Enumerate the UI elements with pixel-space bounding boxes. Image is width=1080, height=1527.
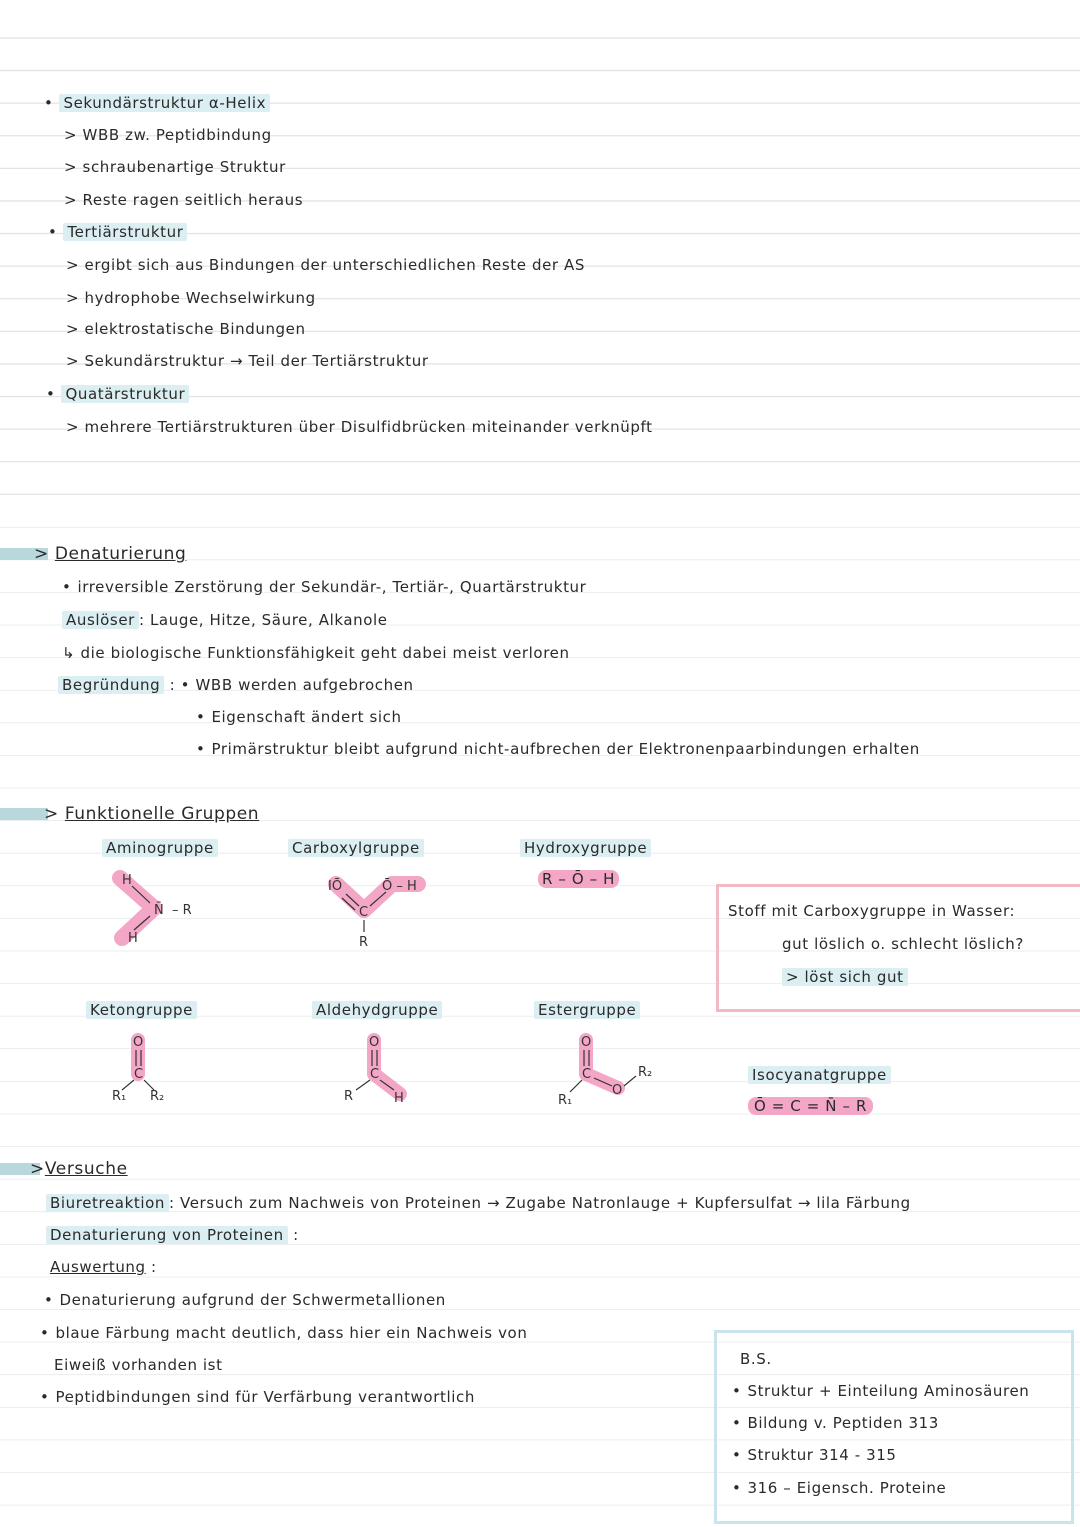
bs-item: • Struktur 314 - 315 <box>732 1446 897 1464</box>
svg-text:R₂: R₂ <box>150 1089 165 1104</box>
svg-text:R₂: R₂ <box>638 1065 653 1080</box>
bs-item: • Bildung v. Peptiden 313 <box>732 1414 939 1432</box>
aldehyde-label: Aldehydgruppe <box>312 1001 442 1019</box>
bs-item: • Struktur + Einteilung Aminosäuren <box>732 1382 1029 1400</box>
ester-label: Estergruppe <box>534 1001 640 1019</box>
list-item: > hydrophobe Wechselwirkung <box>66 289 316 307</box>
reason-line: Begründung : • WBB werden aufgebrochen <box>58 676 414 694</box>
bs-item: • 316 – Eigensch. Proteine <box>732 1479 946 1497</box>
carboxyl-structure <box>326 872 446 952</box>
tertiary-structure-title: • Tertiärstruktur <box>48 223 187 241</box>
list-item: > ergibt sich aus Bindungen der unterschiedlichen Reste der AS <box>66 256 586 274</box>
denaturation-definition: • irreversible Zerstörung der Sekundär-, Tertiär-, Quartärstruktur <box>62 578 586 596</box>
trigger-label: Auslöser <box>62 611 139 629</box>
svg-text:O: O <box>612 1083 623 1098</box>
svg-text:H: H <box>122 873 132 888</box>
answer-line: > löst sich gut <box>782 968 908 986</box>
list-item: > Sekundärstruktur → Teil der Tertiärstruktur <box>66 352 429 370</box>
bs-title: B.S. <box>740 1350 772 1368</box>
svg-text:IŌ: IŌ <box>328 879 343 894</box>
isocyanate-label: Isocyanatgruppe <box>748 1066 891 1084</box>
hydroxy-formula: R – Ō – H <box>538 870 619 888</box>
svg-text:R: R <box>344 1089 354 1104</box>
aldehyde-structure <box>340 1030 430 1105</box>
list-item: > schraubenartige Struktur <box>64 158 286 176</box>
list-item: > WBB zw. Peptidbindung <box>64 126 272 144</box>
svg-text:O: O <box>133 1035 144 1050</box>
trigger-line: Auslöser : Lauge, Hitze, Säure, Alkanole <box>62 611 388 629</box>
denaturation-proteins-line: Denaturierung von Proteinen : <box>46 1226 299 1244</box>
secondary-structure-title: • Sekundärstruktur α-Helix <box>44 94 270 112</box>
reason-item: • Eigenschaft ändert sich <box>196 708 402 726</box>
amino-structure <box>110 868 220 948</box>
evaluation-item: • Denaturierung aufgrund der Schwermetallionen <box>44 1291 446 1309</box>
evaluation-label: Auswertung : <box>50 1258 157 1276</box>
function-loss-line: ↳ die biologische Funktionsfähigkeit geht dabei meist verloren <box>62 644 570 662</box>
functional-groups-heading: > Funktionelle Gruppen <box>44 804 260 824</box>
evaluation-item: • Peptidbindungen sind für Verfärbung verantwortlich <box>40 1388 475 1406</box>
svg-text:R₁: R₁ <box>558 1093 573 1108</box>
ketone-structure <box>108 1030 188 1105</box>
question-line: gut löslich o. schlecht löslich? <box>782 935 1024 953</box>
evaluation-item: Eiweiß vorhanden ist <box>54 1356 223 1374</box>
section-marker <box>0 808 48 820</box>
carboxyl-label: Carboxylgruppe <box>288 839 424 857</box>
svg-text:H: H <box>128 931 138 946</box>
svg-text:O: O <box>369 1035 380 1050</box>
ester-structure <box>556 1030 676 1110</box>
svg-text:C: C <box>359 905 369 920</box>
amino-label: Aminogruppe <box>102 839 218 857</box>
svg-text:– R: – R <box>172 903 192 918</box>
list-item: > elektrostatische Bindungen <box>66 320 306 338</box>
svg-text:R₁: R₁ <box>112 1089 127 1104</box>
quaternary-structure-title: • Quatärstruktur <box>46 385 189 403</box>
svg-text:H: H <box>394 1091 404 1106</box>
isocyanate-formula: Ō = C = N̄ – R <box>748 1097 873 1115</box>
svg-text:C: C <box>134 1067 144 1082</box>
biuret-label: Biuretreaktion <box>46 1194 169 1212</box>
biuret-line: Biuretreaktion : Versuch zum Nachweis von Proteinen → Zugabe Natronlauge + Kupfersulfat → lila Färbung <box>46 1194 911 1212</box>
ketone-label: Ketongruppe <box>86 1001 197 1019</box>
reason-label: Begründung <box>58 676 164 694</box>
reason-item: • Primärstruktur bleibt aufgrund nicht-aufbrechen der Elektronenpaarbindungen erhalten <box>196 740 920 758</box>
svg-text:R: R <box>359 935 369 950</box>
question-line: Stoff mit Carboxygruppe in Wasser: <box>728 902 1016 920</box>
list-item: > Reste ragen seitlich heraus <box>64 191 304 209</box>
denaturation-heading: > Denaturierung <box>34 544 187 564</box>
svg-text:C: C <box>582 1067 592 1082</box>
svg-text:O: O <box>581 1035 592 1050</box>
evaluation-item: • blaue Färbung macht deutlich, dass hier ein Nachweis von <box>40 1324 527 1342</box>
list-item: > mehrere Tertiärstrukturen über Disulfidbrücken miteinander verknüpft <box>66 418 653 436</box>
hydroxy-label: Hydroxygruppe <box>520 839 651 857</box>
svg-text:C: C <box>370 1067 380 1082</box>
svg-text:Ō – H: Ō – H <box>382 879 417 894</box>
svg-text:N̄: N̄ <box>154 903 164 918</box>
experiments-heading: >Versuche <box>30 1159 128 1179</box>
